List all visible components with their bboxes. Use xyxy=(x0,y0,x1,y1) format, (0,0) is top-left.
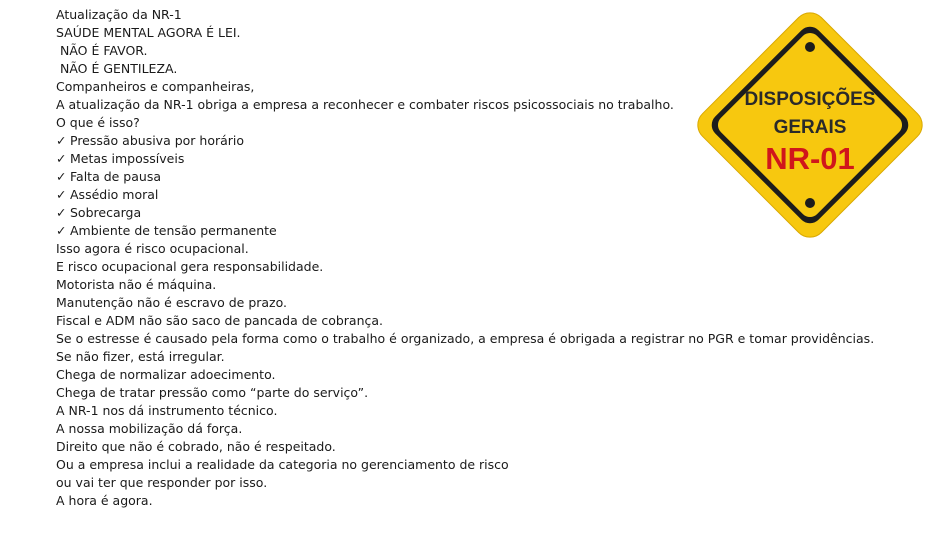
headline-line: NÃO É GENTILEZA. xyxy=(56,61,178,76)
check-icon: ✓ xyxy=(56,187,67,202)
body-line: Motorista não é máquina. xyxy=(56,277,217,292)
sign-line-2: GERAIS xyxy=(773,117,847,138)
body-line: Fiscal e ADM não são saco de pancada de cobrança. xyxy=(56,313,384,328)
body-line: E risco ocupacional gera responsabilidade. xyxy=(56,259,324,274)
check-icon: ✓ xyxy=(56,205,67,220)
body-line: Ou a empresa inclui a realidade da categoria no gerenciamento de risco xyxy=(56,457,509,472)
body-line: Manutenção não é escravo de prazo. xyxy=(56,295,288,310)
checklist-item-label: Metas impossíveis xyxy=(70,151,185,166)
body-line: ou vai ter que responder por isso. xyxy=(56,475,268,490)
body-line: Isso agora é risco ocupacional. xyxy=(56,241,249,256)
closing-line: A hora é agora. xyxy=(56,493,153,508)
question-line: O que é isso? xyxy=(56,115,140,130)
body-line: Chega de normalizar adoecimento. xyxy=(56,367,276,382)
body-line: Se o estresse é causado pela forma como o trabalho é organizado, a empresa é obrigada a registrar no PGR e tomar providências. xyxy=(56,331,875,346)
warning-sign-icon xyxy=(693,12,928,238)
body-line: A nossa mobilização dá força. xyxy=(56,421,243,436)
sign-line-3: NR-01 xyxy=(765,141,855,176)
checklist-item-label: Assédio moral xyxy=(70,187,159,202)
checklist-item-label: Sobrecarga xyxy=(70,205,142,220)
sign-line-1: DISPOSIÇÕES xyxy=(744,89,876,110)
screw-top-icon xyxy=(805,42,815,52)
checklist-item-label: Ambiente de tensão permanente xyxy=(70,223,277,238)
greeting-line: Companheiros e companheiras, xyxy=(56,79,255,94)
check-icon: ✓ xyxy=(56,223,67,238)
check-icon: ✓ xyxy=(56,151,67,166)
body-line: Direito que não é cobrado, não é respeitado. xyxy=(56,439,336,454)
nr01-warning-sign-image xyxy=(693,12,928,238)
checklist-item-label: Pressão abusiva por horário xyxy=(70,133,245,148)
check-icon: ✓ xyxy=(56,133,67,148)
body-line: A NR-1 nos dá instrumento técnico. xyxy=(56,403,278,418)
body-line: Se não fizer, está irregular. xyxy=(56,349,225,364)
post-title: Atualização da NR-1 xyxy=(56,7,182,22)
checklist-item-label: Falta de pausa xyxy=(70,169,161,184)
screw-bottom-icon xyxy=(805,198,815,208)
headline-line: NÃO É FAVOR. xyxy=(56,43,148,58)
check-icon: ✓ xyxy=(56,169,67,184)
body-line: A atualização da NR-1 obriga a empresa a reconhecer e combater riscos psicossociais no trabalho. xyxy=(56,97,674,112)
body-line: Chega de tratar pressão como “parte do serviço”. xyxy=(56,385,369,400)
headline-line: SAÚDE MENTAL AGORA É LEI. xyxy=(56,25,241,40)
